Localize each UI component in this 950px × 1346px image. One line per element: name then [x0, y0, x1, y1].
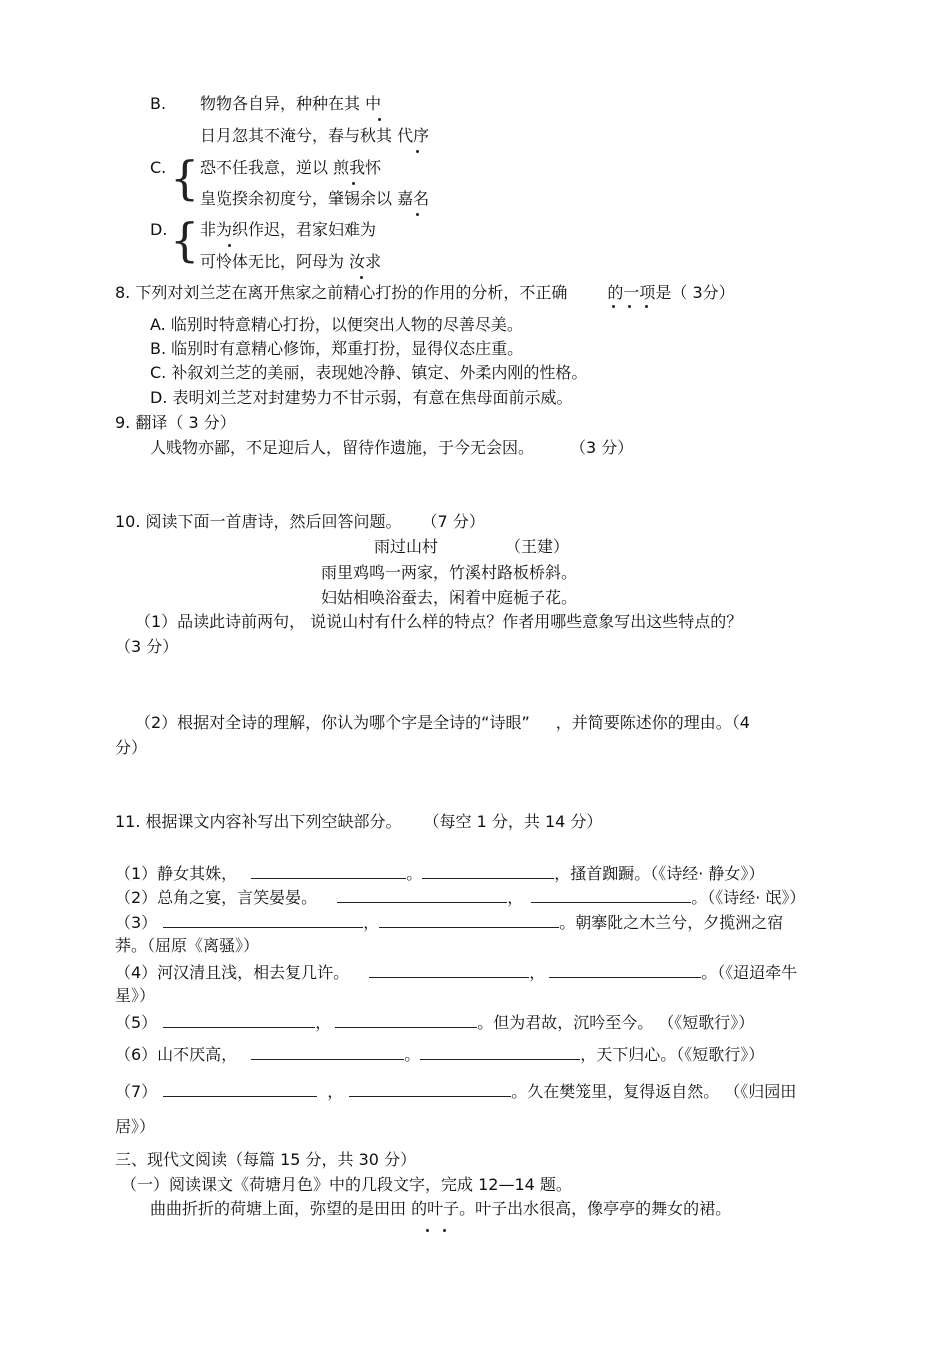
answer-blank[interactable] [379, 911, 559, 928]
answer-blank[interactable] [369, 961, 529, 978]
q9-sentence: 人贱物亦鄙，不足迎后人，留待作遗施，于今无会因。 （3 分） [150, 438, 634, 457]
poem-line-2: 妇姑相唤浴蚕去，闲着中庭栀子花。 [321, 588, 578, 607]
q11-item-3-cont: 莽。（屈原《离骚》） [115, 936, 260, 955]
q10-sub2-line1: （2）根据对全诗的理解，你认为哪个字是全诗的“诗眼” ，并简要陈述你的理由。（4 [135, 713, 750, 732]
section-3-paragraph: 曲曲折折的荷塘上面，弥望的是田田 的叶子。叶子出水很高，像亭亭的舞女的裙。 [150, 1199, 732, 1218]
emphasis-dot [612, 305, 615, 308]
brace-icon: { [170, 151, 200, 205]
answer-blank[interactable] [349, 1080, 511, 1097]
answer-blank[interactable] [420, 1043, 580, 1060]
answer-blank[interactable] [531, 886, 691, 903]
emphasis-dot [628, 305, 631, 308]
q7-option-b-line2: 日月忽其不淹兮，春与秋其 代序 [200, 126, 430, 145]
q11-item-3: （3） ， 。朝搴阰之木兰兮，夕揽洲之宿 [115, 913, 784, 932]
emphasis-dot [426, 1229, 429, 1232]
emphasis-dot [378, 118, 381, 121]
answer-blank[interactable] [422, 862, 554, 879]
q9-stem: 9. 翻译（ 3 分） [115, 413, 236, 432]
q7-option-c-line1: 恐不任我意，逆以 煎我怀 [200, 158, 382, 177]
q7-option-d-line2: 可怜体无比，阿母为 汝求 [200, 252, 382, 271]
answer-blank[interactable] [251, 862, 406, 879]
q7-option-b-label: B. [150, 94, 167, 113]
q11-item-7: （7） ， 。久在樊笼里，复得返自然。 （《归园田 [115, 1082, 797, 1101]
answer-blank[interactable] [163, 1011, 315, 1028]
q11-item-2: （2）总角之宴，言笑晏晏。 ， 。（《诗经· 氓》） [115, 888, 806, 907]
q11-item-7-cont: 居》） [115, 1117, 156, 1136]
emphasis-dot [228, 244, 231, 247]
poem-line-1: 雨里鸡鸣一两家，竹溪村路板桥斜。 [321, 563, 578, 582]
emphasis-dot [416, 213, 419, 216]
q10-stem: 10. 阅读下面一首唐诗，然后回答问题。 （7 分） [115, 512, 485, 531]
q8-option-c: C. 补叙刘兰芝的美丽，表现她冷静、镇定、外柔内刚的性格。 [150, 363, 588, 382]
answer-blank[interactable] [251, 1043, 404, 1060]
answer-blank[interactable] [337, 886, 507, 903]
emphasis-dot [443, 1229, 446, 1232]
section-3-title: 三、现代文阅读（每篇 15 分，共 30 分） [115, 1150, 417, 1169]
brace-icon: { [170, 213, 200, 267]
answer-blank[interactable] [163, 1080, 317, 1097]
q11-item-5: （5） ， 。但为君故，沉吟至今。 （《短歌行》） [115, 1013, 755, 1032]
q10-sub2-line2: 分） [115, 738, 148, 757]
poem-author: （王建） [505, 537, 570, 556]
emphasis-dot [416, 150, 419, 153]
q7-option-b-line1: 物物各自异，种种在其 中 [200, 94, 382, 113]
q11-item-4: （4）河汉清且浅，相去复几许。 ， 。（《迢迢牵牛 [115, 963, 798, 982]
emphasis-dot [352, 182, 355, 185]
section-3-subtitle: （一）阅读课文《荷塘月色》中的几段文字，完成 12—14 题。 [121, 1175, 572, 1194]
answer-blank[interactable] [163, 911, 363, 928]
q7-option-d-line1: 非为织作迟，君家妇难为 [200, 220, 377, 239]
emphasis-dot [645, 305, 648, 308]
q8-stem: 8. 下列对刘兰芝在离开焦家之前精心打扮的作用的分析，不正确 的一项是（ 3分） [115, 283, 735, 302]
q7-option-d-label: D. [150, 220, 168, 239]
q10-sub1-line1: （1）品读此诗前两句， 说说山村有什么样的特点？作者用哪些意象写出这些特点的？ [135, 612, 743, 631]
q11-stem: 11. 根据课文内容补写出下列空缺部分。 （每空 1 分，共 14 分） [115, 812, 603, 831]
q11-item-4-cont: 星》） [115, 986, 156, 1005]
answer-blank[interactable] [335, 1011, 477, 1028]
q10-sub1-line2: （3 分） [115, 637, 179, 656]
q8-option-a: A. 临别时特意精心打扮，以便突出人物的尽善尽美。 [150, 315, 523, 334]
q7-option-c-line2: 皇览揆余初度兮，肇锡余以 嘉名 [200, 189, 430, 208]
q7-option-c-label: C. [150, 158, 167, 177]
q11-item-6: （6）山不厌高， 。 ，天下归心。（《短歌行》） [115, 1045, 765, 1064]
answer-blank[interactable] [549, 961, 701, 978]
emphasis-dot [360, 276, 363, 279]
q8-option-d: D. 表明刘兰芝对封建势力不甘示弱，有意在焦母面前示威。 [150, 388, 573, 407]
q11-item-1: （1）静女其姝， 。 ，搔首踟蹰。（《诗经· 静女》） [115, 864, 765, 883]
poem-title: 雨过山村 [374, 537, 439, 556]
q8-option-b: B. 临别时有意精心修饰，郑重打扮，显得仪态庄重。 [150, 339, 524, 358]
